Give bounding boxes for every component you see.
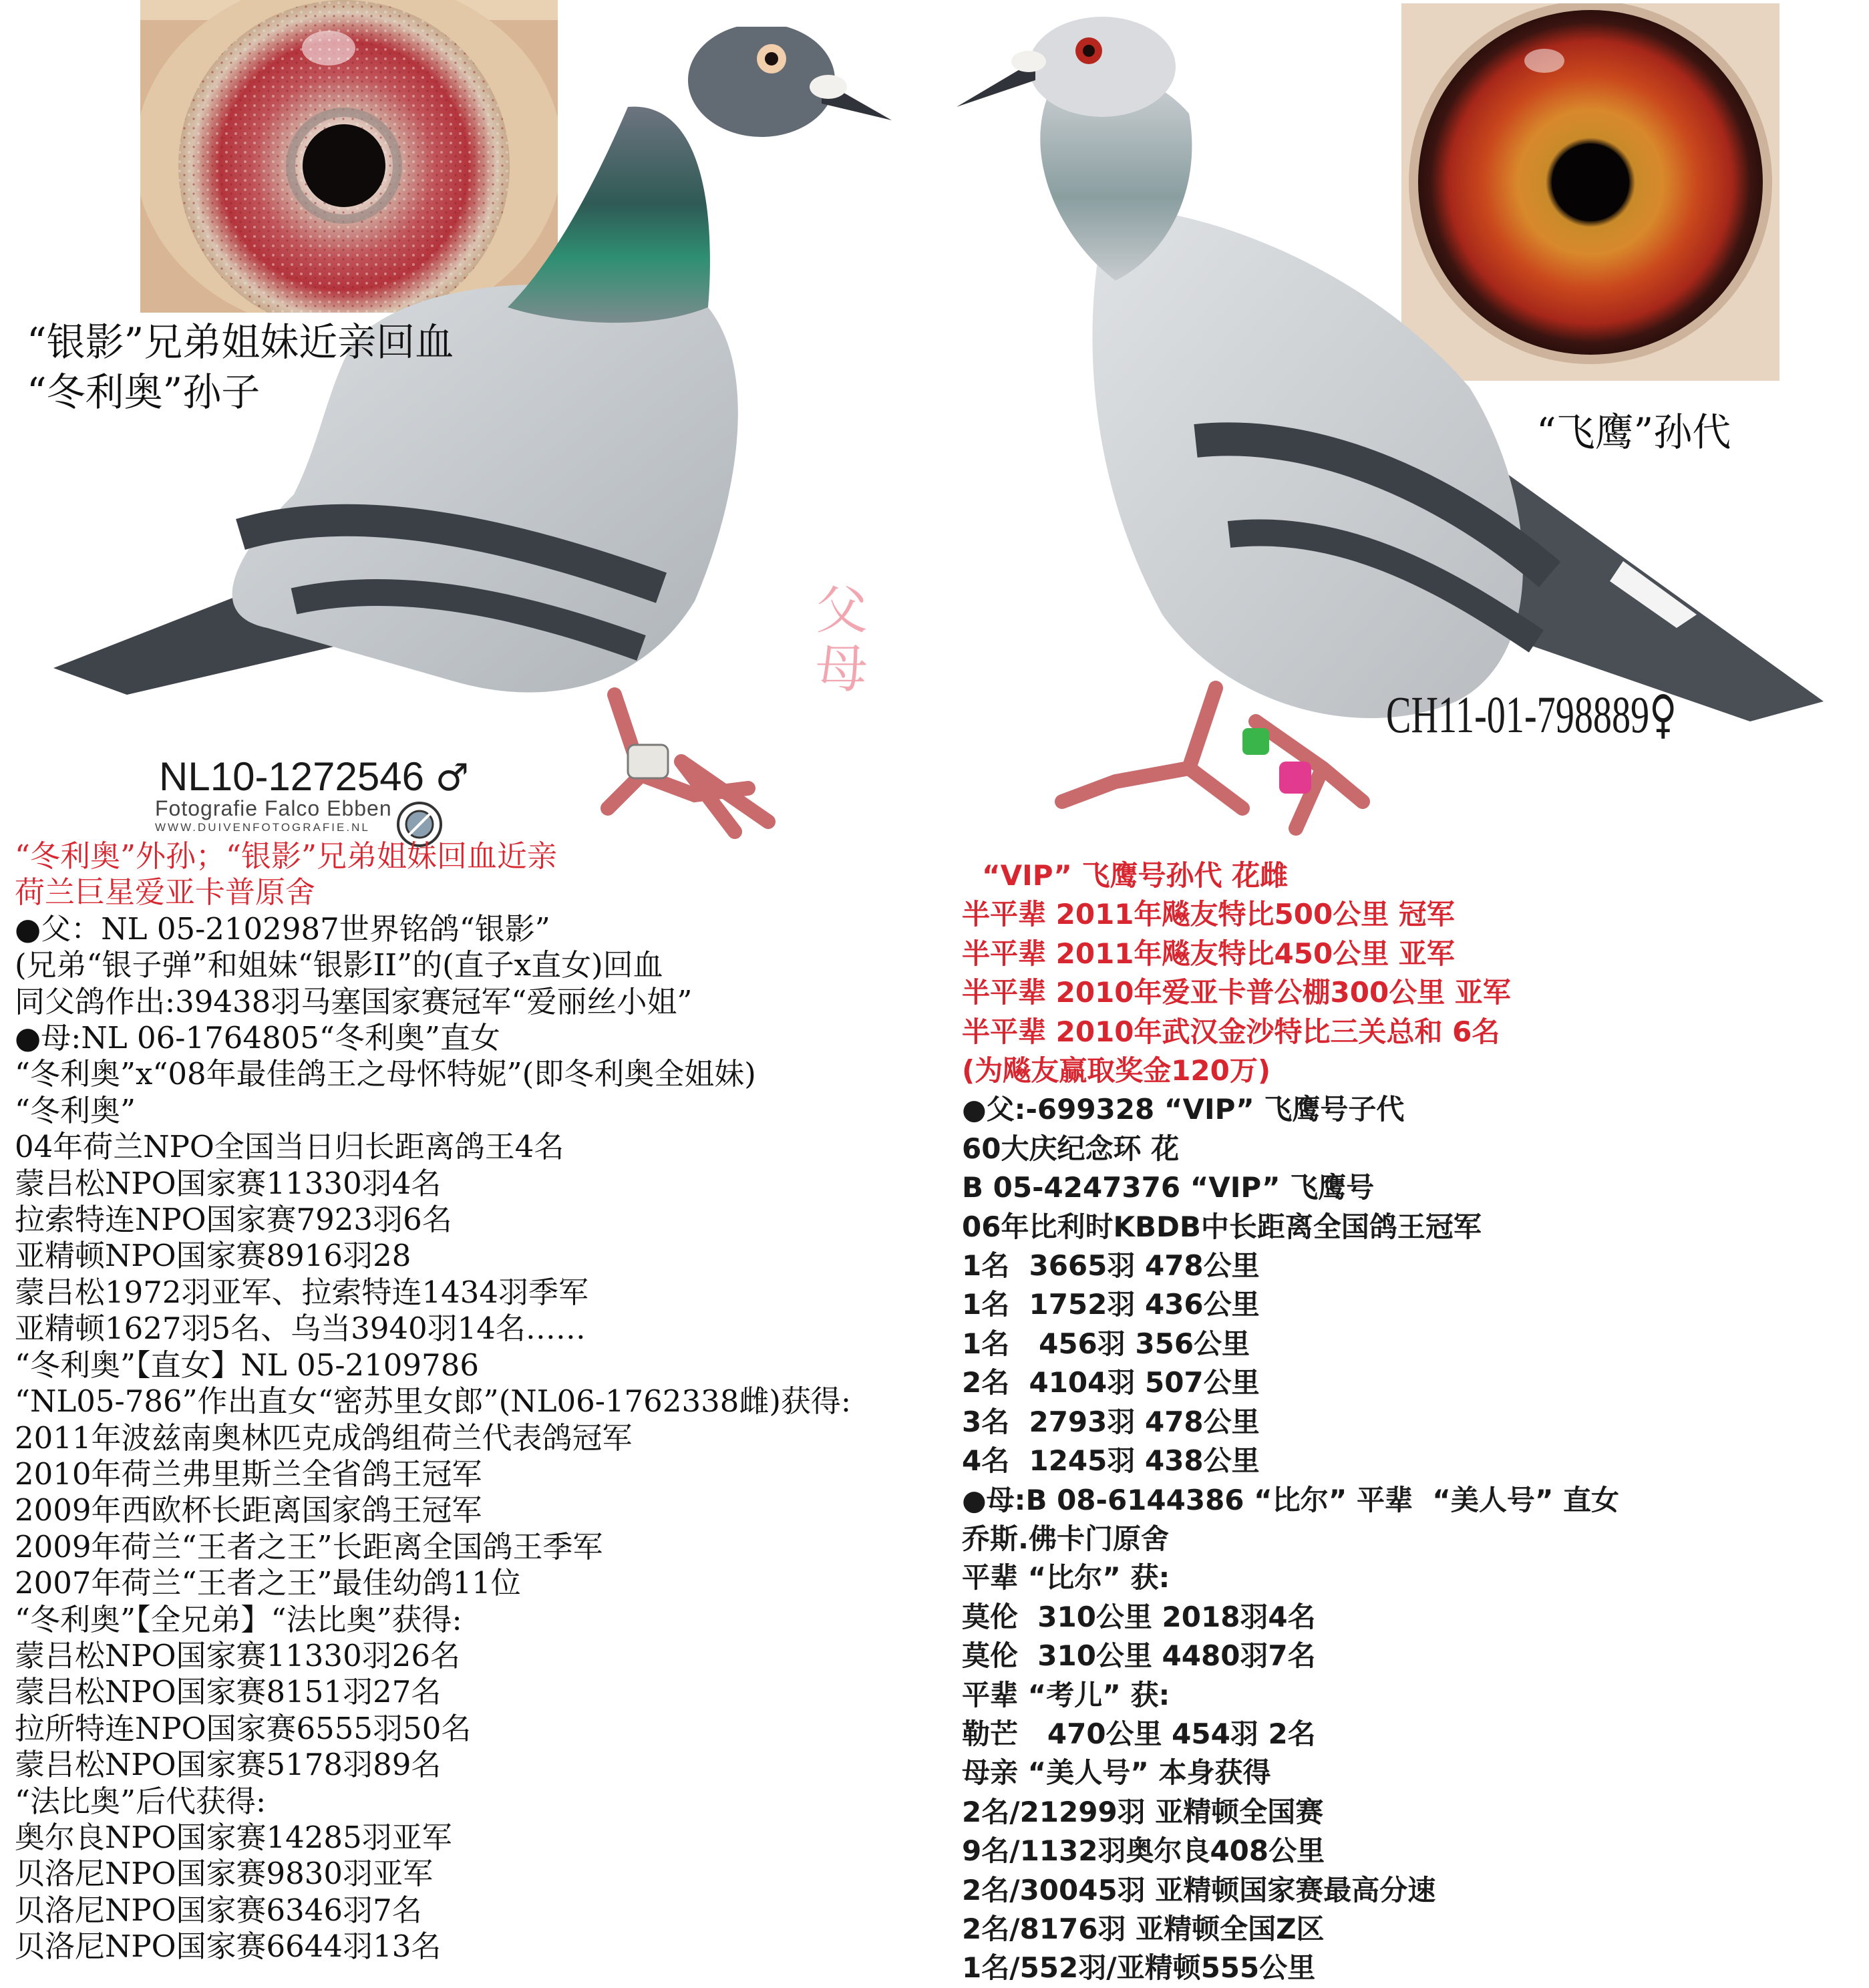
left-line: 奥尔良NPO国家赛14285羽亚军 <box>15 1819 452 1855</box>
left-line: 贝洛尼NPO国家赛6644羽13名 <box>15 1929 442 1965</box>
left-pedigree <box>15 838 950 1965</box>
left-caption-line-2: “冬利奥”孙子 <box>27 369 261 415</box>
right-line: ●母:B 08-6144386 “比尔” 平辈 “美人号” 直女 <box>962 1483 1620 1516</box>
right-line: 母亲 “美人号” 本身获得 <box>962 1756 1271 1790</box>
left-line: 同父鸽作出:39438羽马塞国家赛冠军“爱丽丝小姐” <box>15 983 693 1019</box>
left-line: (兄弟“银子弹”和姐妹“银影II”的(直子x直女)回血 <box>15 947 663 983</box>
left-line: 亚精顿1627羽5名、乌当3940羽14名…… <box>15 1311 586 1347</box>
left-line: 贝洛尼NPO国家赛6346羽7名 <box>15 1892 422 1928</box>
right-caption: “飞鹰”孙代 <box>1536 409 1731 455</box>
left-line: “NL05-786”作出直女“密苏里女郎”(NL06-1762338雌)获得: <box>15 1383 852 1420</box>
left-line: “冬利奥”【直女】NL 05-2109786 <box>15 1347 479 1383</box>
right-red-line-2: 半平辈 2011年飚友特比500公里 冠军 <box>962 898 1455 931</box>
photo-credit: Fotografie Falco Ebben <box>155 796 392 820</box>
right-line: 1名/552羽/亚精顿555公里 <box>962 1951 1316 1985</box>
right-line: B 05-4247376 “VIP” 飞鹰号 <box>962 1171 1375 1204</box>
left-red-line-1: “冬利奥”外孙；“银影”兄弟姐妹回血近亲 <box>15 838 558 874</box>
right-line: 2名/21299羽 亚精顿全国赛 <box>962 1795 1324 1828</box>
photo-site: WWW.DUIVENFOTOGRAFIE.NL <box>155 821 370 834</box>
parents-label: 父母 <box>815 581 868 699</box>
right-line: 60大庆纪念环 花 <box>962 1132 1180 1165</box>
right-line: 2名/8176羽 亚精顿全国Z区 <box>962 1912 1325 1945</box>
left-line: 04年荷兰NPO全国当日归长距离鸽王4名 <box>15 1129 564 1165</box>
male-symbol: ♂ <box>435 756 469 800</box>
left-line: 贝洛尼NPO国家赛9830羽亚军 <box>15 1856 434 1892</box>
right-red-line-5: 半平辈 2010年武汉金沙特比三关总和 6名 <box>962 1015 1500 1048</box>
right-line: 9名/1132羽奥尔良408公里 <box>962 1834 1325 1868</box>
right-line: 1名 456羽 356公里 <box>962 1327 1250 1360</box>
right-red-line-4: 半平辈 2010年爱亚卡普公棚300公里 亚军 <box>962 976 1511 1009</box>
right-pedigree <box>962 856 1867 1988</box>
right-line: 勒芒 470公里 454羽 2名 <box>962 1717 1316 1750</box>
left-line: “冬利奥” <box>15 1092 136 1128</box>
left-pigeon-photo <box>40 27 902 848</box>
left-line: “法比奥”后代获得: <box>15 1783 267 1819</box>
right-line: 3名 2793羽 478公里 <box>962 1405 1260 1438</box>
left-line: ●母:NL 06-1764805“冬利奥”直女 <box>15 1020 500 1056</box>
right-line: 莫伦 310公里 2018羽4名 <box>962 1600 1316 1633</box>
right-ring-text: CH11-01-798889 <box>1386 685 1650 743</box>
left-line: ●父：NL 05-2102987世界铭鸽“银影” <box>15 910 550 947</box>
left-line: 蒙吕松NPO国家赛5178羽89名 <box>15 1747 442 1783</box>
left-line: 2010年荷兰弗里斯兰全省鸽王冠军 <box>15 1456 482 1492</box>
left-line: 蒙吕松NPO国家赛11330羽26名 <box>15 1637 460 1673</box>
right-line: 4名 1245羽 438公里 <box>962 1444 1260 1478</box>
left-line: 蒙吕松NPO国家赛8151羽27名 <box>15 1674 442 1710</box>
left-line: 蒙吕松1972羽亚军、拉索特连1434羽季军 <box>15 1274 589 1310</box>
left-line: “冬利奥”【全兄弟】“法比奥”获得: <box>15 1601 462 1637</box>
right-red-line-3: 半平辈 2011年飚友特比450公里 亚军 <box>962 937 1455 970</box>
right-line: 平辈 “考儿” 获: <box>962 1678 1170 1711</box>
left-line: 拉索特连NPO国家赛7923羽6名 <box>15 1202 452 1238</box>
left-line: 2007年荷兰“王者之王”最佳幼鸽11位 <box>15 1565 521 1601</box>
female-symbol: ♀ <box>1649 685 1677 745</box>
left-ring-number <box>159 754 469 800</box>
left-line: 2009年西欧杯长距离国家鸽王冠军 <box>15 1492 482 1528</box>
right-line: 平辈 “比尔” 获: <box>962 1561 1170 1595</box>
right-line: 乔斯.佛卡门原舍 <box>962 1522 1169 1555</box>
right-line: 莫伦 310公里 4480羽7名 <box>962 1639 1316 1673</box>
left-ring-text: NL10-1272546 <box>159 754 425 799</box>
photographer-watermark <box>155 796 392 834</box>
left-line: “冬利奥”x“08年最佳鸽王之母怀特妮”(即冬利奥全姐妹) <box>15 1056 756 1092</box>
right-line: 1名 1752羽 436公里 <box>962 1288 1260 1321</box>
left-line: 亚精顿NPO国家赛8916羽28 <box>15 1238 411 1274</box>
right-red-line-1: “VIP” 飞鹰号孙代 花雌 <box>982 859 1289 892</box>
right-red-line-6: (为飚友赢取奖金120万) <box>962 1054 1271 1088</box>
right-line: 06年比利时KBDB中长距离全国鸽王冠军 <box>962 1210 1482 1243</box>
left-red-line-2: 荷兰巨星爱亚卡普原舍 <box>15 874 316 910</box>
right-line: ●父:-699328 “VIP” 飞鹰号子代 <box>962 1093 1405 1126</box>
left-line: 蒙吕松NPO国家赛11330羽4名 <box>15 1165 442 1201</box>
right-line: 1名 3665羽 478公里 <box>962 1249 1260 1283</box>
left-caption-line-1: “银影”兄弟姐妹近亲回血 <box>27 319 454 365</box>
right-line: 2名 4104羽 507公里 <box>962 1366 1260 1399</box>
right-line: 2名/30045羽 亚精顿国家赛最高分速 <box>962 1873 1436 1907</box>
right-ring-number <box>1386 685 1677 745</box>
left-line: 2009年荷兰“王者之王”长距离全国鸽王季军 <box>15 1528 603 1564</box>
left-line: 拉所特连NPO国家赛6555羽50名 <box>15 1710 472 1746</box>
left-line: 2011年波兹南奥林匹克成鸽组荷兰代表鸽冠军 <box>15 1420 633 1456</box>
